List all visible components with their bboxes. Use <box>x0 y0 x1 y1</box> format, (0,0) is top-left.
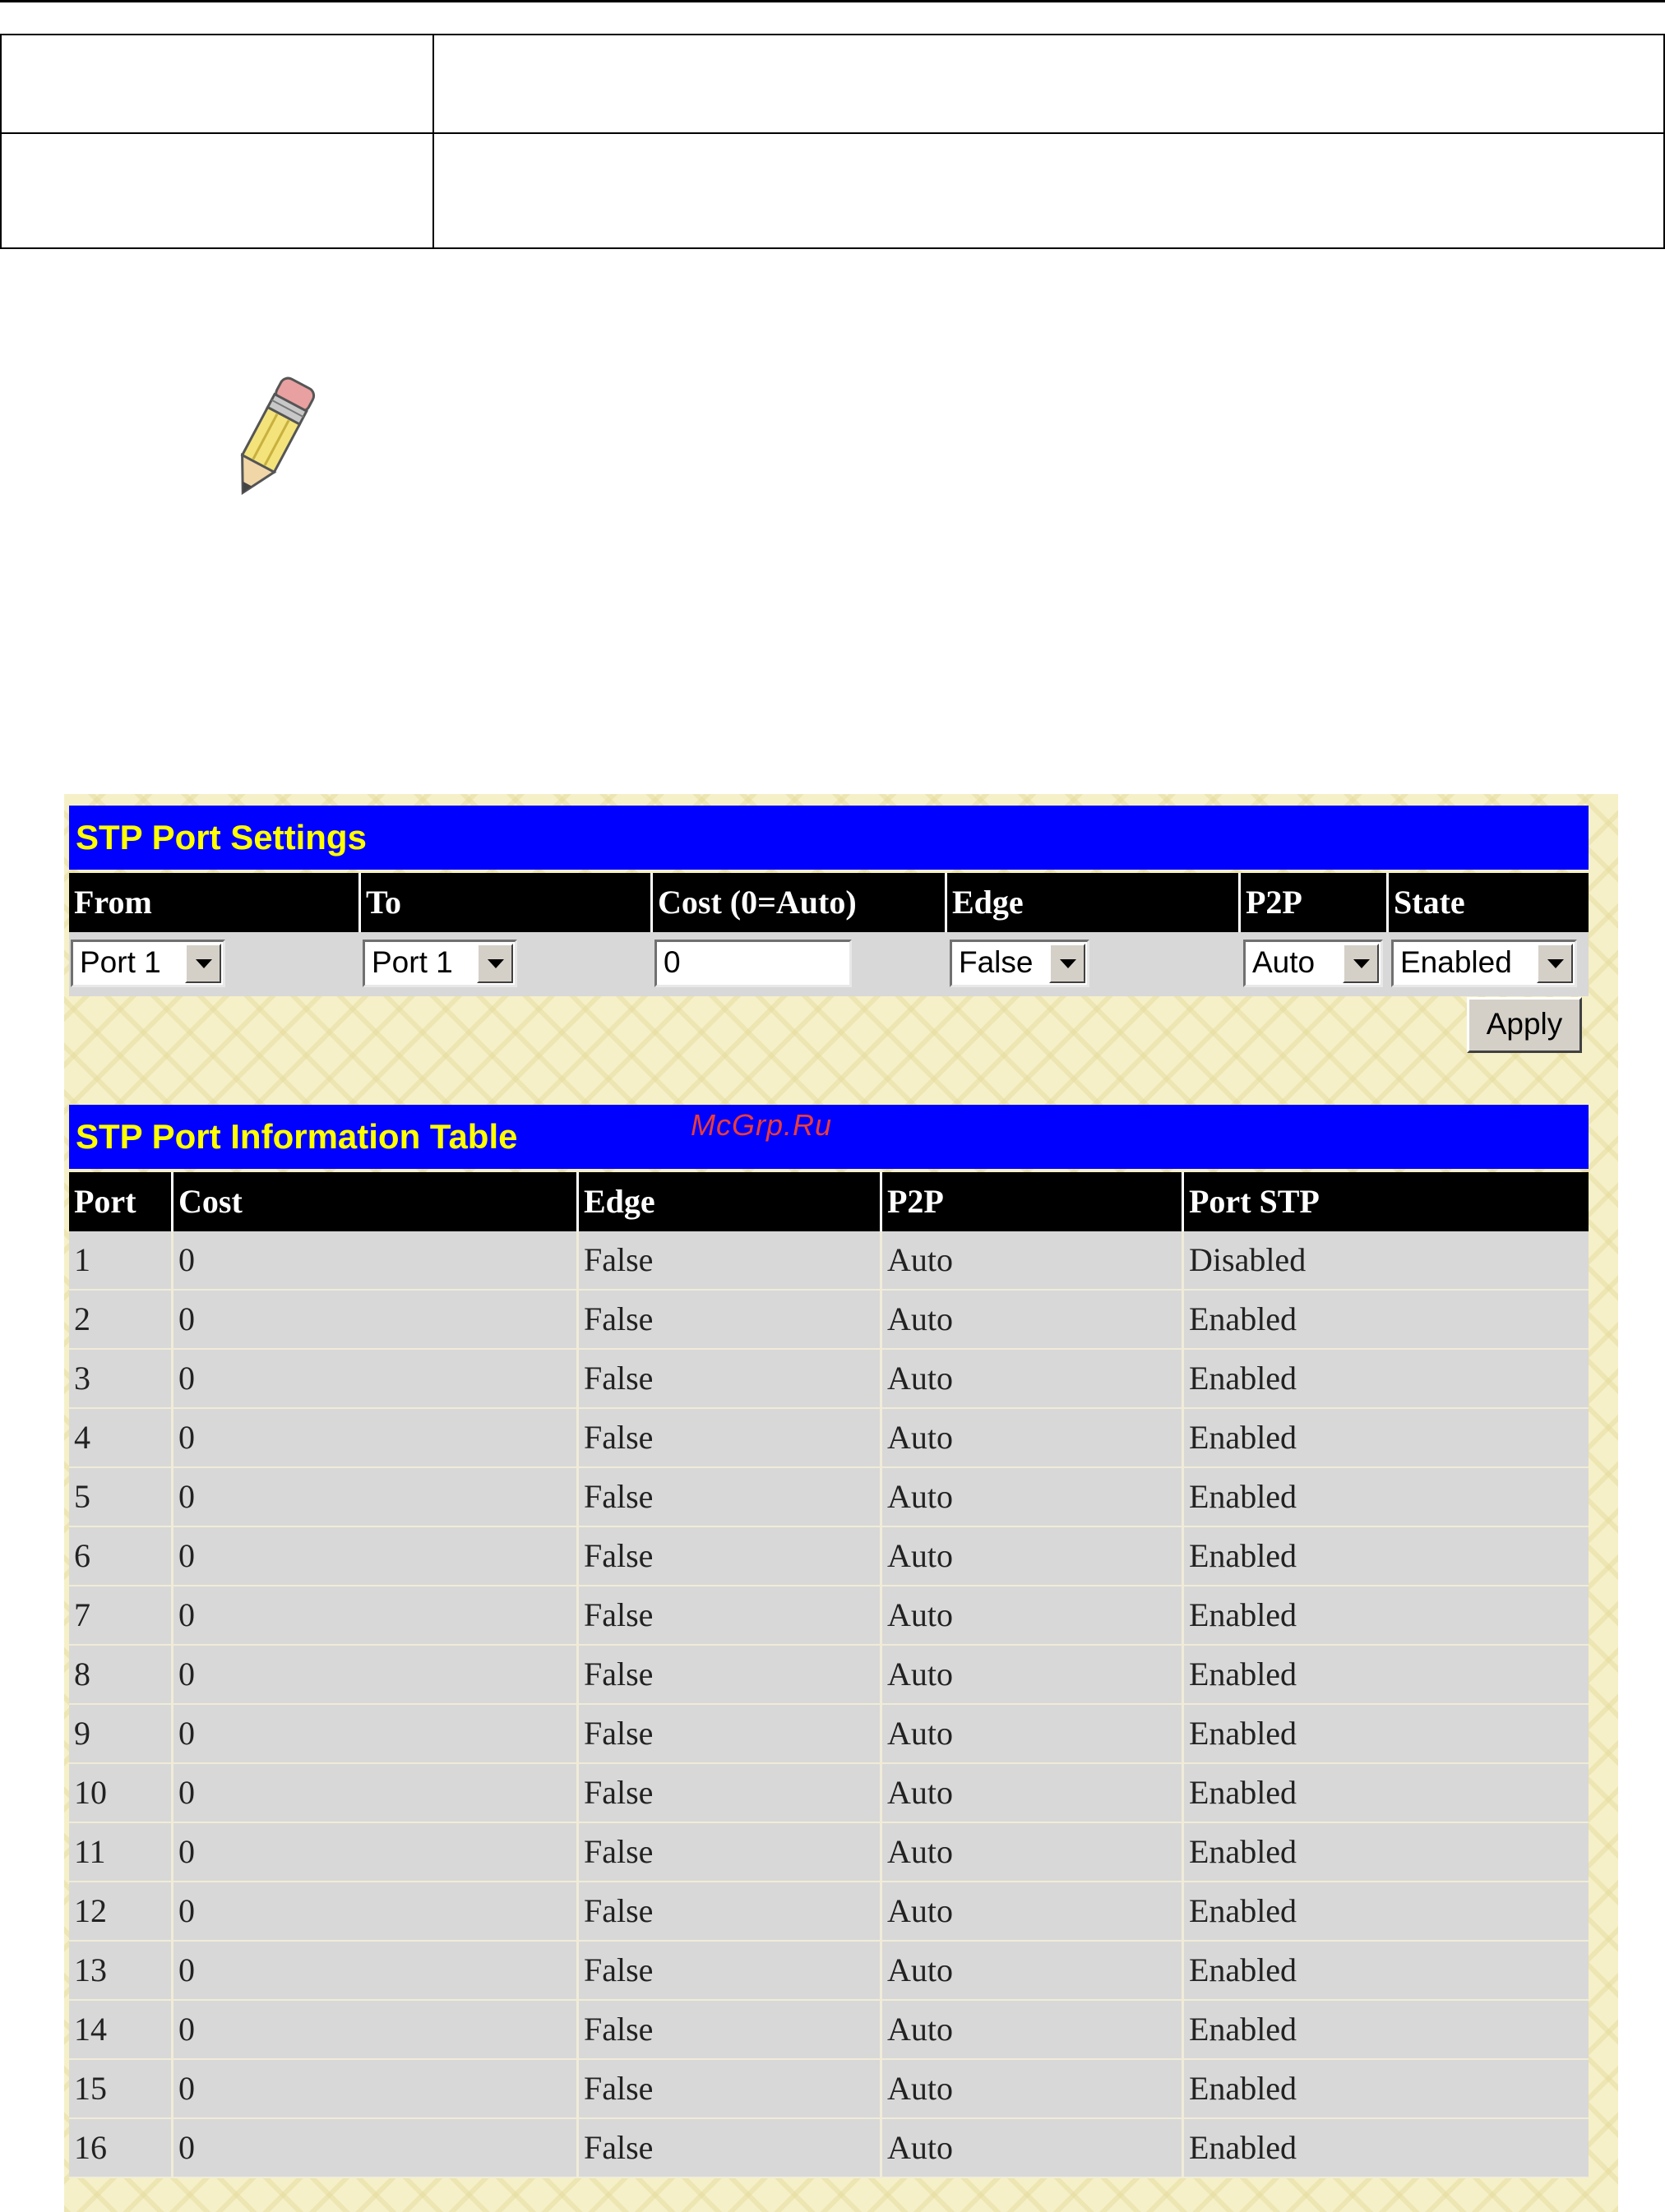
column-divider <box>171 2001 173 2058</box>
port-stp-cell: Enabled <box>1189 1833 1297 1870</box>
port-cell: 12 <box>74 1892 107 1929</box>
table-row <box>69 1882 1589 1942</box>
edge-cell: False <box>584 1478 654 1515</box>
column-divider <box>1182 1468 1184 1526</box>
port-cell: 15 <box>74 2070 107 2107</box>
table-row <box>69 1527 1589 1586</box>
settings-header-row <box>69 873 1589 932</box>
table-row <box>2 35 1663 134</box>
cost-cell: 0 <box>178 1241 195 1278</box>
column-divider <box>880 1705 882 1762</box>
port-cell: 16 <box>74 2129 107 2166</box>
table-row <box>69 1291 1589 1350</box>
info-table-body <box>69 1231 1589 2178</box>
edge-cell: False <box>584 1537 654 1574</box>
column-divider <box>576 1468 579 1526</box>
to-port-select[interactable] <box>363 940 517 987</box>
column-divider <box>432 35 434 247</box>
column-divider <box>171 1882 173 1940</box>
column-divider <box>1182 1527 1184 1585</box>
column-divider <box>576 1586 579 1644</box>
table-row <box>69 2060 1589 2119</box>
cost-cell: 0 <box>178 1300 195 1337</box>
port-stp-cell: Enabled <box>1189 1656 1297 1692</box>
column-divider <box>880 1586 882 1644</box>
column-divider <box>576 1942 579 1999</box>
table-row <box>69 1764 1589 1823</box>
header-from: From <box>74 884 152 921</box>
stp-port-settings-screenshot <box>64 794 1618 2212</box>
table-row <box>69 1468 1589 1527</box>
table-row <box>69 1586 1589 1646</box>
column-divider <box>576 1705 579 1762</box>
column-divider <box>1182 1350 1184 1407</box>
header-cost: Cost <box>178 1183 243 1220</box>
header-p2p: P2P <box>887 1183 944 1220</box>
column-divider <box>576 1527 579 1585</box>
table-row <box>69 1823 1589 1882</box>
column-divider <box>171 1586 173 1644</box>
from-port-value: Port 1 <box>80 945 161 979</box>
column-divider <box>171 1409 173 1466</box>
cost-cell: 0 <box>178 1892 195 1929</box>
port-cell: 4 <box>74 1419 90 1456</box>
to-port-value: Port 1 <box>372 945 453 979</box>
state-value: Enabled <box>1400 945 1512 979</box>
table-row <box>69 1409 1589 1468</box>
column-divider <box>880 2119 882 2177</box>
column-divider <box>171 1764 173 1822</box>
cost-cell: 0 <box>178 1951 195 1988</box>
column-divider <box>1182 1882 1184 1940</box>
p2p-cell: Auto <box>887 1300 953 1337</box>
column-divider <box>1182 1231 1184 1289</box>
column-divider <box>576 2119 579 2177</box>
port-cell: 13 <box>74 1951 107 1988</box>
from-port-select[interactable] <box>71 940 225 987</box>
column-divider <box>880 2060 882 2117</box>
cost-cell: 0 <box>178 2129 195 2166</box>
p2p-cell: Auto <box>887 1419 953 1456</box>
column-divider <box>576 1409 579 1466</box>
table-row <box>69 1942 1589 2001</box>
edge-cell: False <box>584 1715 654 1752</box>
apply-button[interactable]: Apply <box>1467 997 1582 1053</box>
info-table-title: STP Port Information Table <box>69 1105 1589 1169</box>
p2p-cell: Auto <box>887 1833 953 1870</box>
port-stp-cell: Enabled <box>1189 1300 1297 1337</box>
settings-input-row <box>69 932 1589 996</box>
column-divider <box>171 1646 173 1703</box>
port-stp-cell: Enabled <box>1189 1360 1297 1397</box>
edge-cell: False <box>584 2129 654 2166</box>
port-cell: 10 <box>74 1774 107 1811</box>
port-stp-cell: Enabled <box>1189 1774 1297 1811</box>
column-divider <box>576 2001 579 2058</box>
p2p-cell: Auto <box>887 1596 953 1633</box>
column-divider <box>1182 1586 1184 1644</box>
cost-cell: 0 <box>178 1774 195 1811</box>
column-divider <box>171 2060 173 2117</box>
port-stp-cell: Enabled <box>1189 1478 1297 1515</box>
chevron-down-icon[interactable] <box>1343 944 1379 983</box>
cost-input[interactable] <box>654 940 852 987</box>
edge-select[interactable] <box>950 940 1089 987</box>
table-row <box>69 2119 1589 2178</box>
port-stp-cell: Disabled <box>1189 1241 1307 1278</box>
p2p-cell: Auto <box>887 1715 953 1752</box>
column-divider <box>1182 1705 1184 1762</box>
column-divider <box>880 1882 882 1940</box>
header-state: State <box>1394 884 1465 921</box>
edge-cell: False <box>584 1951 654 1988</box>
p2p-cell: Auto <box>887 1478 953 1515</box>
cost-cell: 0 <box>178 1715 195 1752</box>
p2p-cell: Auto <box>887 1360 953 1397</box>
port-stp-cell: Enabled <box>1189 1537 1297 1574</box>
cost-cell: 0 <box>178 2070 195 2107</box>
edge-cell: False <box>584 2070 654 2107</box>
port-cell: 1 <box>74 1241 90 1278</box>
column-divider <box>880 1527 882 1585</box>
watermark: McGrp.Ru <box>691 1108 833 1142</box>
port-cell: 6 <box>74 1537 90 1574</box>
port-cell: 14 <box>74 2011 107 2048</box>
column-divider <box>576 1882 579 1940</box>
column-divider <box>171 1291 173 1348</box>
edge-value: False <box>959 945 1034 979</box>
column-divider <box>880 1350 882 1407</box>
port-cell: 9 <box>74 1715 90 1752</box>
header-edge: Edge <box>584 1183 655 1220</box>
port-stp-cell: Enabled <box>1189 1892 1297 1929</box>
column-divider <box>1182 2060 1184 2117</box>
edge-cell: False <box>584 1833 654 1870</box>
column-divider <box>576 1646 579 1703</box>
port-cell: 11 <box>74 1833 106 1870</box>
chevron-down-icon[interactable] <box>1537 944 1573 983</box>
column-divider <box>1182 1409 1184 1466</box>
pencil-icon <box>215 368 327 510</box>
port-cell: 5 <box>74 1478 90 1515</box>
port-cell: 3 <box>74 1360 90 1397</box>
header-port-stp: Port STP <box>1189 1183 1320 1220</box>
port-cell: 2 <box>74 1300 90 1337</box>
p2p-value: Auto <box>1252 945 1316 979</box>
header-cost: Cost (0=Auto) <box>658 884 857 921</box>
cost-cell: 0 <box>178 1596 195 1633</box>
settings-title: STP Port Settings <box>69 806 1589 870</box>
column-divider <box>171 1350 173 1407</box>
port-stp-cell: Enabled <box>1189 2129 1297 2166</box>
cost-cell: 0 <box>178 1478 195 1515</box>
table-row <box>69 1350 1589 1409</box>
chevron-down-icon[interactable] <box>1049 944 1085 983</box>
cost-cell: 0 <box>178 2011 195 2048</box>
cost-cell: 0 <box>178 1537 195 1574</box>
edge-cell: False <box>584 1774 654 1811</box>
column-divider <box>1182 1646 1184 1703</box>
port-stp-cell: Enabled <box>1189 1419 1297 1456</box>
table-row <box>2 134 1663 247</box>
p2p-cell: Auto <box>887 2070 953 2107</box>
column-divider <box>880 2001 882 2058</box>
column-divider <box>880 1646 882 1703</box>
port-stp-cell: Enabled <box>1189 1596 1297 1633</box>
column-divider <box>171 1942 173 1999</box>
header-p2p: P2P <box>1246 884 1302 921</box>
column-divider <box>171 1705 173 1762</box>
edge-cell: False <box>584 1300 654 1337</box>
column-divider <box>1182 1942 1184 1999</box>
column-divider <box>171 2119 173 2177</box>
column-divider <box>880 1764 882 1822</box>
p2p-cell: Auto <box>887 1774 953 1811</box>
column-divider <box>576 1764 579 1822</box>
chevron-down-icon[interactable] <box>477 944 513 983</box>
cost-cell: 0 <box>178 1833 195 1870</box>
port-stp-cell: Enabled <box>1189 2011 1297 2048</box>
p2p-cell: Auto <box>887 2011 953 2048</box>
port-cell: 7 <box>74 1596 90 1633</box>
parameter-table <box>0 34 1665 249</box>
header-edge: Edge <box>952 884 1024 921</box>
p2p-select[interactable] <box>1243 940 1383 987</box>
column-divider <box>576 1291 579 1348</box>
p2p-cell: Auto <box>887 1537 953 1574</box>
column-divider <box>880 1942 882 1999</box>
edge-cell: False <box>584 1241 654 1278</box>
port-stp-cell: Enabled <box>1189 2070 1297 2107</box>
column-divider <box>576 1350 579 1407</box>
edge-cell: False <box>584 1419 654 1456</box>
column-divider <box>1182 2001 1184 2058</box>
column-divider <box>1182 2119 1184 2177</box>
header-port: Port <box>74 1183 136 1220</box>
column-divider <box>880 1823 882 1881</box>
column-divider <box>1182 1764 1184 1822</box>
column-divider <box>576 2060 579 2117</box>
table-row <box>69 1646 1589 1705</box>
edge-cell: False <box>584 1360 654 1397</box>
column-divider <box>880 1409 882 1466</box>
p2p-cell: Auto <box>887 1892 953 1929</box>
table-row <box>69 1705 1589 1764</box>
column-divider <box>576 1823 579 1881</box>
column-divider <box>880 1231 882 1289</box>
column-divider <box>171 1823 173 1881</box>
column-divider <box>880 1468 882 1526</box>
column-divider <box>576 1231 579 1289</box>
cost-cell: 0 <box>178 1419 195 1456</box>
port-stp-cell: Enabled <box>1189 1715 1297 1752</box>
state-select[interactable] <box>1391 940 1577 987</box>
table-row <box>69 2001 1589 2060</box>
column-divider <box>171 1527 173 1585</box>
edge-cell: False <box>584 1656 654 1692</box>
edge-cell: False <box>584 2011 654 2048</box>
header-rule <box>0 0 1665 2</box>
column-divider <box>1182 1291 1184 1348</box>
p2p-cell: Auto <box>887 1241 953 1278</box>
column-divider <box>880 1291 882 1348</box>
cost-cell: 0 <box>178 1360 195 1397</box>
edge-cell: False <box>584 1892 654 1929</box>
column-divider <box>1182 1823 1184 1881</box>
header-to: To <box>366 884 402 921</box>
p2p-cell: Auto <box>887 1656 953 1692</box>
edge-cell: False <box>584 1596 654 1633</box>
column-divider <box>171 1231 173 1289</box>
p2p-cell: Auto <box>887 1951 953 1988</box>
info-header-row <box>69 1172 1589 1231</box>
column-divider <box>171 1468 173 1526</box>
port-stp-cell: Enabled <box>1189 1951 1297 1988</box>
table-row <box>69 1231 1589 1291</box>
cost-value: 0 <box>664 945 681 979</box>
p2p-cell: Auto <box>887 2129 953 2166</box>
chevron-down-icon[interactable] <box>185 944 221 983</box>
port-cell: 8 <box>74 1656 90 1692</box>
cost-cell: 0 <box>178 1656 195 1692</box>
